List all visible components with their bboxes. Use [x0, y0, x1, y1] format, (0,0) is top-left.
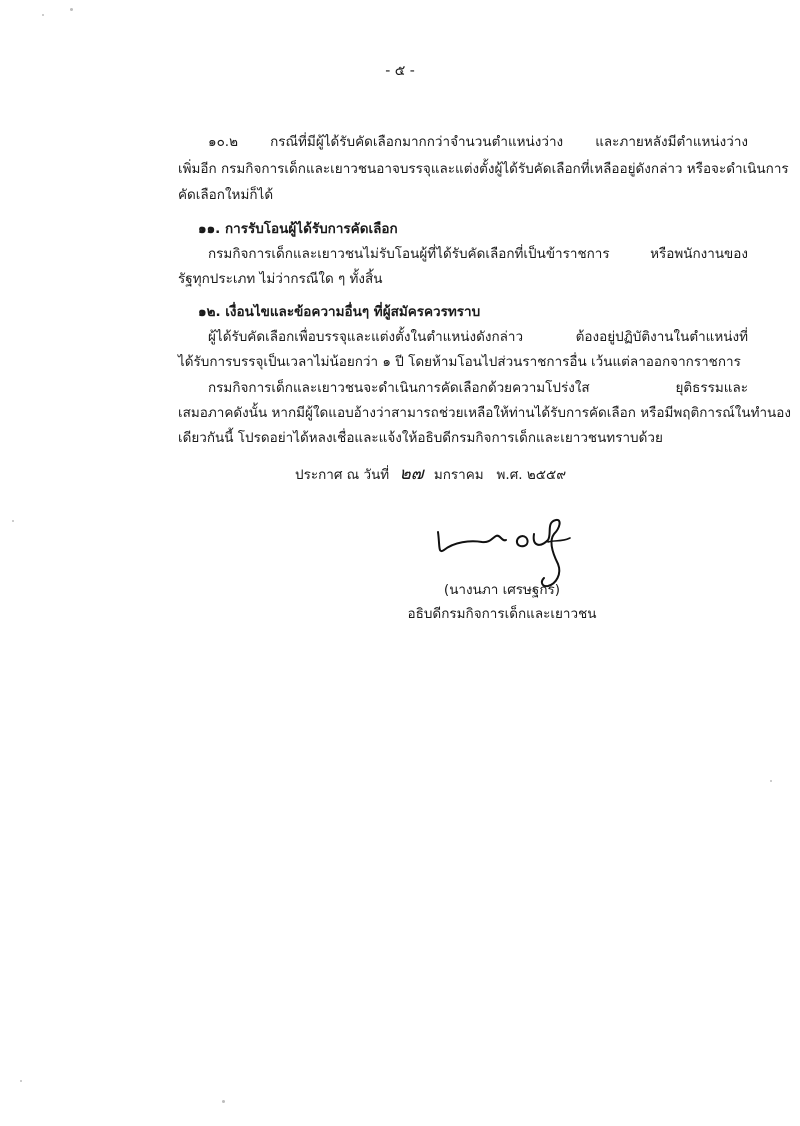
scan-speck: [12, 520, 14, 522]
scan-speck: [20, 1080, 22, 1082]
signer-title: อธิบดีกรมกิจการเด็กและเยาวชน: [407, 606, 597, 622]
paragraph-10-2-line-2: เพิ่มอีก กรมกิจการเด็กและเยาวชนอาจบรรจุและแต่งตั้งผู้ได้รับคัดเลือกที่เหลืออยู่ดังกล่าว หรือจะดำเนินการ: [178, 161, 789, 177]
announcement-year: พ.ศ. ๒๕๕๙: [496, 467, 567, 483]
section-12-para-2-line-3: เดียวกันนี้ โปรดอย่าได้หลงเชื่อและแจ้งให้อธิบดีกรมกิจการเด็กและเยาวชนทราบด้วย: [178, 430, 663, 446]
scan-speck: [70, 8, 73, 11]
page-number: - ๕ -: [385, 63, 415, 79]
scan-speck: [770, 780, 772, 782]
scan-speck: [222, 1100, 225, 1103]
section-12-para-1-line-1: ผู้ได้รับคัดเลือกเพื่อบรรจุและแต่งตั้งในตำแหน่งดังกล่าว ต้องอยู่ปฏิบัติงานในตำแหน่งที่: [208, 329, 748, 345]
section-12-heading: ๑๒. เงื่อนไขและข้อความอื่นๆ ที่ผู้สมัครควรทราบ: [198, 304, 481, 320]
announcement-date: [295, 460, 566, 487]
section-12-para-2-line-2: เสมอภาคดังนั้น หากมีผู้ใดแอบอ้างว่าสามารถช่วยเหลือให้ท่านได้รับการคัดเลือก หรือมีพฤติการณ์ในทำนอง: [178, 405, 791, 421]
paragraph-10-2-line-3: คัดเลือกใหม่ก็ได้: [178, 187, 274, 203]
scan-speck: [42, 14, 44, 16]
section-12-para-2-line-1: กรมกิจการเด็กและเยาวชนจะดำเนินการคัดเลือกด้วยความโปร่งใส ยุติธรรมและ: [208, 380, 748, 396]
section-12-para-1-line-2: ได้รับการบรรจุเป็นเวลาไม่น้อยกว่า ๑ ปี โดยห้ามโอนไปส่วนราชการอื่น เว้นแต่ลาออกจากราชการ: [178, 354, 741, 370]
announcement-prefix: ประกาศ ณ วันที่: [295, 467, 390, 483]
section-11-line-2: รัฐทุกประเภท ไม่ว่ากรณีใด ๆ ทั้งสิ้น: [178, 271, 383, 287]
section-11-heading: ๑๑. การรับโอนผู้ได้รับการคัดเลือก: [198, 221, 398, 237]
announcement-month: มกราคม: [433, 467, 484, 483]
signer-name: (นางนภา เศรษฐกร): [443, 582, 561, 598]
section-11-line-1: กรมกิจการเด็กและเยาวชนไม่รับโอนผู้ที่ได้รับคัดเลือกที่เป็นข้าราชการ หรือพนักงานของ: [208, 246, 748, 262]
announcement-day: ๒๗: [399, 464, 424, 484]
paragraph-10-2-line-1: ๑๐.๒ กรณีที่มีผู้ได้รับคัดเลือกมากกว่าจำนวนตำแหน่งว่าง และภายหลังมีตำแหน่งว่าง: [208, 134, 748, 150]
